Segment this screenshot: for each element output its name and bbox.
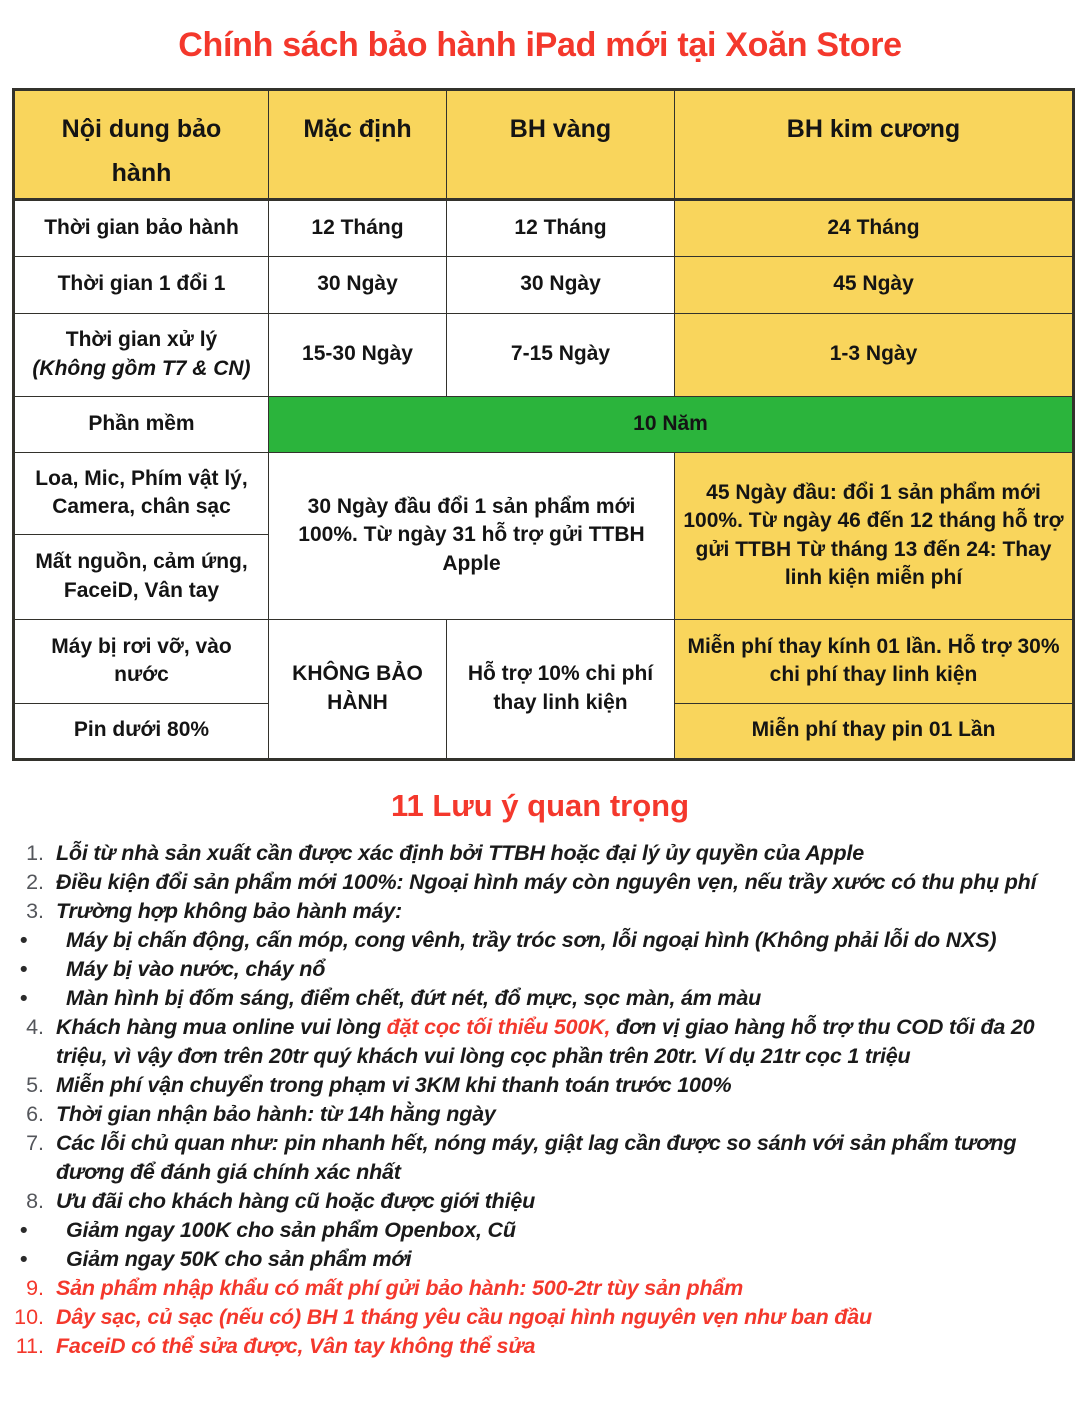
note-item: [10, 868, 1066, 897]
note-text-segment: Sản phẩm nhập khẩu có mất phí gửi bảo hành: 500-2tr tùy sản phẩm: [56, 1275, 744, 1300]
note-text: [56, 897, 402, 926]
hardware-diamond-value: 45 Ngày đầu: đổi 1 sản phẩm mới 100%. Từ ngày 46 đến 12 tháng hỗ trợ gửi TTBH Từ tháng 13 đến 24: Thay linh kiện miễn phí: [675, 452, 1074, 619]
one-for-one-diamond: 45 Ngày: [675, 256, 1074, 313]
warranty-table: [12, 88, 1075, 761]
note-item: [10, 1274, 1066, 1303]
note-text-segment: đơn vị giao hàng hỗ trợ thu COD tối đa 20 triệu, vì vậy đơn trên 20tr quý khách vui lòng cọc phần trên 20tr. Ví dụ 21tr cọc 1 triệu: [56, 1014, 1035, 1068]
note-bullet-marker: •: [20, 1246, 28, 1271]
note-item: [10, 1129, 1066, 1187]
no-warranty-value: KHÔNG BẢO HÀNH: [269, 619, 447, 759]
note-text-segment: Máy bị chấn động, cấn móp, cong vênh, trầy tróc sơn, lỗi ngoại hình (Không phải lỗi do NXS): [66, 927, 997, 952]
note-text: [56, 1013, 1066, 1071]
note-text: [56, 839, 864, 868]
note-text: [66, 926, 996, 955]
row-processing: [14, 313, 1074, 396]
note-bullet-marker: •: [20, 956, 28, 981]
software-label: Phần mềm: [14, 396, 269, 452]
note-text: [66, 1245, 411, 1274]
note-number-marker: 11.: [15, 1333, 44, 1358]
note-text: [56, 868, 1036, 897]
note-number-marker: 5.: [26, 1072, 44, 1097]
processing-gold: 7-15 Ngày: [447, 313, 675, 396]
row-software: [14, 396, 1074, 452]
note-text: [66, 1216, 516, 1245]
note-item: [10, 1216, 1066, 1245]
note-text-segment: Thời gian nhận bảo hành: từ 14h hằng ngày: [56, 1101, 496, 1126]
row-hardware-a: [14, 452, 1074, 534]
note-text-segment: Giảm ngay 100K cho sản phẩm Openbox, Cũ: [66, 1217, 516, 1242]
note-item: [10, 1245, 1066, 1274]
battery-diamond: Miễn phí thay pin 01 Lần: [675, 703, 1074, 759]
note-text-segment: Miễn phí vận chuyển trong phạm vi 3KM khi thanh toán trước 100%: [56, 1072, 732, 1097]
row-damage: [14, 619, 1074, 703]
note-item: [10, 1100, 1066, 1129]
note-text-segment: Máy bị vào nước, cháy nổ: [66, 956, 326, 981]
note-text-segment: Khách hàng mua online vui lòng: [56, 1014, 387, 1039]
note-text: [56, 1303, 872, 1332]
row-warranty-time: [14, 199, 1074, 256]
one-for-one-default: 30 Ngày: [269, 256, 447, 313]
note-text-segment: Lỗi từ nhà sản xuất cần được xác định bởi TTBH hoặc đại lý ủy quyền của Apple: [56, 840, 864, 865]
note-text-segment: Các lỗi chủ quan như: pin nhanh hết, nóng máy, giật lag cần được so sánh với sản phẩm tương đương để đánh giá chính xác nhất: [56, 1130, 1017, 1184]
note-text-segment: Giảm ngay 50K cho sản phẩm mới: [66, 1246, 412, 1271]
header-content: Nội dung bảo hành: [14, 90, 269, 200]
header-diamond: BH kim cương: [675, 90, 1074, 200]
warranty-time-diamond: 24 Tháng: [675, 199, 1074, 256]
note-item: [10, 955, 1066, 984]
battery-label: Pin dưới 80%: [14, 703, 269, 759]
damage-diamond: Miễn phí thay kính 01 lần. Hỗ trợ 30% chi phí thay linh kiện: [675, 619, 1074, 703]
warranty-time-default: 12 Tháng: [269, 199, 447, 256]
note-number-marker: 1.: [26, 840, 44, 865]
note-item: [10, 1187, 1066, 1216]
note-number-marker: 3.: [26, 898, 44, 923]
note-bullet-marker: •: [20, 985, 28, 1010]
note-text-segment: FaceiD có thể sửa được, Vân tay không thể sửa: [56, 1333, 536, 1358]
note-text: [56, 1071, 731, 1100]
note-text-highlight: đặt cọc tối thiểu 500K,: [386, 1014, 611, 1039]
gold-support-value: Hỗ trợ 10% chi phí thay linh kiện: [447, 619, 675, 759]
software-value: 10 Năm: [269, 396, 1074, 452]
note-text-segment: Ưu đãi cho khách hàng cũ hoặc được giới thiệu: [56, 1188, 536, 1213]
note-number-marker: 10.: [14, 1304, 44, 1329]
one-for-one-label: Thời gian 1 đổi 1: [14, 256, 269, 313]
note-text-segment: Dây sạc, củ sạc (nếu có) BH 1 tháng yêu cầu ngoại hình nguyên vẹn như ban đầu: [56, 1304, 872, 1329]
hardware-b-label: Mất nguồn, cảm ứng, FaceiD, Vân tay: [14, 534, 269, 619]
note-item: [10, 1013, 1066, 1071]
note-item: [10, 926, 1066, 955]
note-text: [66, 955, 325, 984]
note-text: [56, 1100, 496, 1129]
note-text-segment: Điều kiện đổi sản phẩm mới 100%: Ngoại hình máy còn nguyên vẹn, nếu trầy xước có thu phụ phí: [56, 869, 1037, 894]
notes-title: 11 Lưu ý quan trọng: [390, 787, 690, 823]
note-item: [10, 839, 1066, 868]
note-number-marker: 8.: [26, 1188, 44, 1213]
page-title: Chính sách bảo hành iPad mới tại Xoăn Store: [178, 26, 902, 64]
note-item: [10, 1303, 1066, 1332]
warranty-time-label: Thời gian bảo hành: [14, 199, 269, 256]
processing-diamond: 1-3 Ngày: [675, 313, 1074, 396]
note-text: [56, 1274, 743, 1303]
note-text: [56, 1129, 1066, 1187]
hardware-shared-value: 30 Ngày đầu đổi 1 sản phẩm mới 100%. Từ ngày 31 hỗ trợ gửi TTBH Apple: [269, 452, 675, 619]
table-header-row: [14, 90, 1074, 200]
note-item: [10, 1332, 1066, 1361]
damage-label: Máy bị rơi vỡ, vào nước: [14, 619, 269, 703]
processing-label: [14, 313, 269, 396]
note-number-marker: 7.: [26, 1130, 44, 1155]
note-number-marker: 9.: [26, 1275, 44, 1300]
processing-default: 15-30 Ngày: [269, 313, 447, 396]
note-number-marker: 6.: [26, 1101, 44, 1126]
header-default: Mặc định: [269, 90, 447, 200]
note-text-segment: Trường hợp không bảo hành máy:: [56, 898, 402, 923]
row-one-for-one: [14, 256, 1074, 313]
note-text: [56, 1332, 535, 1361]
note-text-segment: Màn hình bị đốm sáng, điểm chết, đứt nét, đổ mực, sọc màn, ám màu: [66, 985, 762, 1010]
note-bullet-marker: •: [20, 927, 28, 952]
note-item: [10, 1071, 1066, 1100]
note-bullet-marker: •: [20, 1217, 28, 1242]
header-gold: BH vàng: [447, 90, 675, 200]
warranty-time-gold: 12 Tháng: [447, 199, 675, 256]
processing-label-note: (Không gồm T7 & CN): [32, 356, 251, 380]
note-number-marker: 2.: [26, 869, 44, 894]
processing-label-main: Thời gian xử lý: [65, 328, 218, 352]
note-text: [66, 984, 761, 1013]
note-item: [10, 897, 1066, 926]
notes-list: [10, 839, 1066, 1361]
one-for-one-gold: 30 Ngày: [447, 256, 675, 313]
note-number-marker: 4.: [26, 1014, 44, 1039]
note-text: [56, 1187, 535, 1216]
hardware-a-label: Loa, Mic, Phím vật lý, Camera, chân sạc: [14, 452, 269, 534]
note-item: [10, 984, 1066, 1013]
